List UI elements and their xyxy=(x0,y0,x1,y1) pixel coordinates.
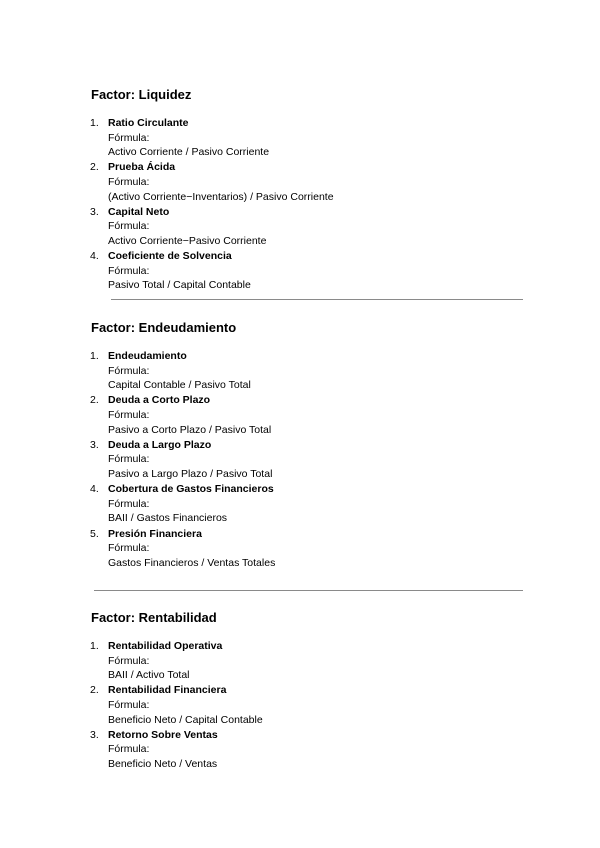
ratio-name: Deuda a Largo Plazo xyxy=(108,438,212,451)
item-number: 5. xyxy=(90,527,99,540)
ratio-name: Retorno Sobre Ventas xyxy=(108,728,218,741)
list-item xyxy=(0,639,600,683)
item-number: 1. xyxy=(90,640,99,652)
formula-text: Gastos Financieros / Ventas Totales xyxy=(108,556,276,569)
item-number: 4. xyxy=(90,250,99,263)
item-number: 4. xyxy=(90,483,99,496)
formula-text: Pasivo Total / Capital Contable xyxy=(108,279,251,292)
list-item xyxy=(0,393,600,437)
formula-label: Fórmula: xyxy=(108,408,150,421)
list-item xyxy=(0,160,600,204)
formula-text: Pasivo a Corto Plazo / Pasivo Total xyxy=(108,423,272,436)
formula-label: Fórmula: xyxy=(108,264,150,277)
item-number: 1. xyxy=(90,350,99,362)
section-divider xyxy=(94,590,523,591)
item-number: 3. xyxy=(90,438,99,451)
ratio-name: Capital Neto xyxy=(108,205,170,218)
ratio-name: Ratio Circulante xyxy=(108,117,189,129)
formula-text: Activo Corriente−Pasivo Corriente xyxy=(108,234,267,247)
ratio-name: Cobertura de Gastos Financieros xyxy=(108,483,274,496)
ratio-name: Deuda a Corto Plazo xyxy=(108,394,211,407)
formula-label: Fórmula: xyxy=(108,175,150,188)
ratio-name: Coeficiente de Solvencia xyxy=(108,250,232,263)
list-item xyxy=(0,349,600,393)
item-number: 2. xyxy=(90,394,99,407)
ratio-name: Endeudamiento xyxy=(108,350,187,362)
formula-label: Fórmula: xyxy=(108,131,150,144)
formula-label: Fórmula: xyxy=(108,698,150,711)
section-title: Factor: Endeudamiento xyxy=(91,320,237,335)
ratio-name: Rentabilidad Operativa xyxy=(108,640,223,652)
item-number: 2. xyxy=(90,684,99,697)
list-item xyxy=(0,205,600,249)
formula-text: Capital Contable / Pasivo Total xyxy=(108,379,251,392)
item-number: 1. xyxy=(90,117,99,129)
list-item xyxy=(0,683,600,727)
list-item xyxy=(0,438,600,482)
formula-text: Beneficio Neto / Capital Contable xyxy=(108,713,263,726)
ratio-name: Presión Financiera xyxy=(108,527,202,540)
list-item xyxy=(0,728,600,772)
item-number: 2. xyxy=(90,161,99,174)
item-number: 3. xyxy=(90,728,99,741)
formula-label: Fórmula: xyxy=(108,220,150,233)
formula-text: BAII / Activo Total xyxy=(108,669,190,682)
formula-label: Fórmula: xyxy=(108,654,150,667)
ratio-list xyxy=(0,349,600,571)
section-divider xyxy=(111,299,523,300)
formula-text: Beneficio Neto / Ventas xyxy=(108,757,218,770)
formula-label: Fórmula: xyxy=(108,497,150,510)
formula-text: Activo Corriente / Pasivo Corriente xyxy=(108,146,270,159)
item-number: 3. xyxy=(90,205,99,218)
formula-label: Fórmula: xyxy=(108,453,150,466)
list-item xyxy=(0,116,600,160)
ratio-name: Prueba Ácida xyxy=(108,161,176,174)
list-item xyxy=(0,482,600,526)
formula-label: Fórmula: xyxy=(108,542,150,555)
formula-label: Fórmula: xyxy=(108,364,150,377)
list-item xyxy=(0,527,600,571)
section-title: Factor: Liquidez xyxy=(91,87,192,102)
ratio-list xyxy=(0,639,600,772)
section-title: Factor: Rentabilidad xyxy=(91,610,217,625)
list-item xyxy=(0,249,600,293)
ratio-name: Rentabilidad Financiera xyxy=(108,684,227,697)
formula-text: Pasivo a Largo Plazo / Pasivo Total xyxy=(108,467,273,480)
formula-text: (Activo Corriente−Inventarios) / Pasivo Corriente xyxy=(108,190,334,203)
ratio-list xyxy=(0,116,600,294)
formula-label: Fórmula: xyxy=(108,743,150,756)
formula-text: BAII / Gastos Financieros xyxy=(108,512,228,525)
